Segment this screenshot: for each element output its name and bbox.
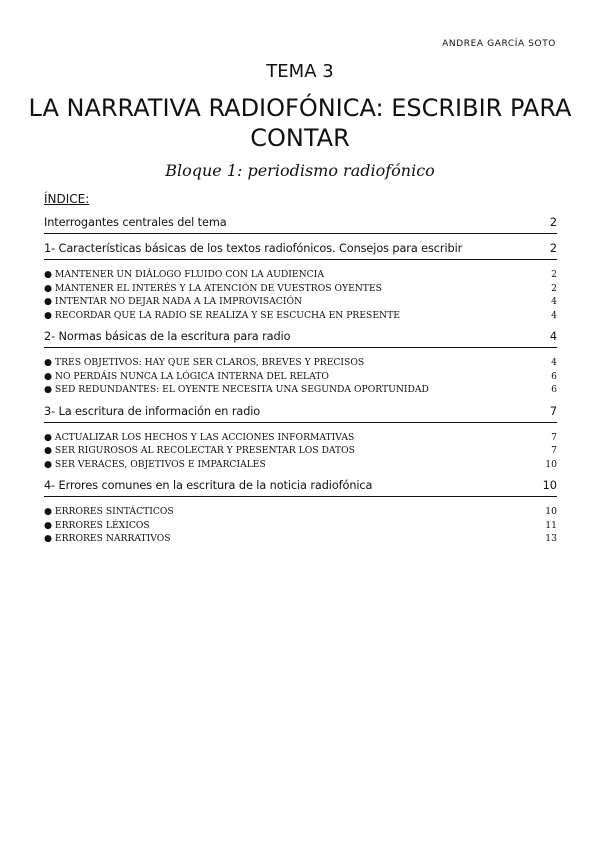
toc-item-text: ● MANTENER EL INTERÉS Y LA ATENCIÓN DE VUESTROS OYENTES <box>44 282 382 294</box>
toc-item-page: 7 <box>551 445 557 456</box>
toc-section-page: 4 <box>549 330 557 343</box>
toc-item[interactable] <box>44 444 557 458</box>
toc-item-text: ● SER RIGUROSOS AL RECOLECTAR Y PRESENTAR LOS DATOS <box>44 445 355 456</box>
toc-item-page: 11 <box>545 519 557 531</box>
toc-item-page: 7 <box>551 431 557 443</box>
toc-section-0[interactable] <box>44 216 557 234</box>
toc-item-text: ● MANTENER UN DIÁLOGO FLUIDO CON LA AUDIENCIA <box>44 269 324 280</box>
toc-item-page: 13 <box>545 533 557 544</box>
toc-item[interactable] <box>44 505 557 519</box>
toc-item-text: ● SED REDUNDANTES: EL OYENTE NECESITA UNA SEGUNDA OPORTUNIDAD <box>44 384 429 395</box>
tema-heading: TEMA 3 <box>266 61 334 82</box>
title-line-1: LA NARRATIVA RADIOFÓNICA: ESCRIBIR PARA <box>28 94 572 122</box>
author-name: ANDREA GARCÍA SOTO <box>442 39 556 49</box>
toc-item[interactable] <box>44 519 557 533</box>
toc-section-title: 3- La escritura de información en radio <box>44 404 261 418</box>
toc-item[interactable] <box>44 282 557 296</box>
toc-item-text: ● ERRORES SINTÁCTICOS <box>44 506 174 517</box>
toc-item[interactable] <box>44 532 557 546</box>
toc-item-text: ● ERRORES NARRATIVOS <box>44 533 171 544</box>
toc-section-title: Interrogantes centrales del tema <box>44 216 227 229</box>
page-subtitle: Bloque 1: periodismo radiofónico <box>165 161 435 180</box>
toc-section-title: 1- Características básicas de los textos radiofónicos. Consejos para escribir <box>44 242 463 255</box>
toc-item-page: 2 <box>551 282 557 294</box>
toc-item[interactable] <box>44 431 557 445</box>
toc-section-page: 2 <box>549 216 557 229</box>
toc-item-text: ● INTENTAR NO DEJAR NADA A LA IMPROVISACIÓN <box>44 296 303 307</box>
toc-item[interactable] <box>44 383 557 397</box>
toc-item-page: 10 <box>545 458 557 470</box>
toc-item-text: ● ERRORES LÉXICOS <box>44 519 150 531</box>
toc-item-text: ● SER VERACES, OBJETIVOS E IMPARCIALES <box>44 458 266 470</box>
table-of-contents <box>44 192 557 546</box>
toc-item-page: 4 <box>551 309 557 321</box>
toc-item-page: 4 <box>551 357 557 368</box>
toc-section-4[interactable] <box>44 479 557 497</box>
toc-item-page: 2 <box>551 269 557 280</box>
toc-section-page: 2 <box>549 242 557 255</box>
toc-item[interactable] <box>44 268 557 282</box>
toc-item-text: ● NO PERDÁIS NUNCA LA LÓGICA INTERNA DEL RELATO <box>44 370 329 382</box>
toc-item-page: 6 <box>551 370 557 382</box>
page-title <box>0 93 600 153</box>
toc-item-page: 4 <box>551 296 557 307</box>
toc-item-text: ● RECORDAR QUE LA RADIO SE REALIZA Y SE ESCUCHA EN PRESENTE <box>44 309 400 321</box>
toc-item[interactable] <box>44 295 557 309</box>
toc-section-title: 4- Errores comunes en la escritura de la noticia radiofónica <box>44 479 373 492</box>
title-line-2: CONTAR <box>250 124 350 152</box>
toc-section-1[interactable] <box>44 242 557 260</box>
toc-item-text: ● TRES OBJETIVOS: HAY QUE SER CLAROS, BREVES Y PRECISOS <box>44 357 365 368</box>
index-heading: ÍNDICE: <box>44 192 90 206</box>
toc-item-page: 10 <box>545 506 557 517</box>
toc-section-page: 10 <box>542 479 557 492</box>
toc-item[interactable] <box>44 370 557 384</box>
toc-item-text: ● ACTUALIZAR LOS HECHOS Y LAS ACCIONES INFORMATIVAS <box>44 431 355 443</box>
toc-item[interactable] <box>44 356 557 370</box>
toc-item[interactable] <box>44 309 557 323</box>
toc-section-title: 2- Normas básicas de la escritura para radio <box>44 330 291 343</box>
toc-section-page: 7 <box>549 404 557 418</box>
toc-item-page: 6 <box>551 384 557 395</box>
toc-item[interactable] <box>44 458 557 472</box>
toc-section-2[interactable] <box>44 330 557 348</box>
toc-section-3[interactable] <box>44 405 557 423</box>
